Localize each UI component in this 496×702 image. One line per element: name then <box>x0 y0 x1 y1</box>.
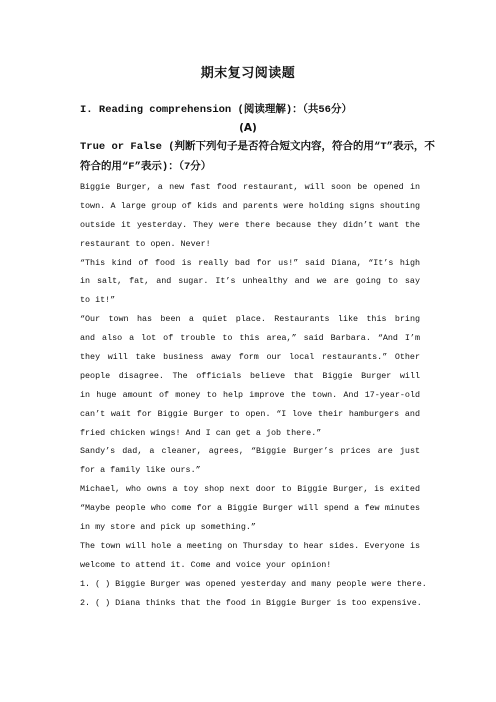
passage-line: for a family like ours.” <box>80 465 201 476</box>
page-title: 期末复习阅读题 <box>200 66 296 81</box>
passage-line: can’t wait for Biggie Burger to open. “I love their hamburgers and <box>80 408 420 419</box>
question-text: Biggie Burger was opened yesterday and many people were there. <box>110 578 427 589</box>
passage-line: in my store and pick up something.” <box>80 522 256 533</box>
instruction <box>80 137 435 177</box>
answer-blank[interactable]: ( ) <box>95 578 111 589</box>
passage-line: to it!” <box>80 295 116 306</box>
question-text: Diana thinks that the food in Biggie Burger is too expensive. <box>110 597 422 608</box>
passage-line: outside it yesterday. They were there because they didn’t want the <box>80 219 420 230</box>
part-label: (A) <box>239 122 257 134</box>
passage-line: “This kind of food is really bad for us!” said Diana, “It’s high <box>80 257 420 268</box>
instruction-line: True or False (判断下列句子是否符合短文内容，符合的用“T”表示，不 <box>80 141 435 153</box>
passage-line: in salt, fat, and sugar. It’s unhealthy and we are going to say <box>80 276 420 287</box>
passage-line: “Maybe people who come for a Biggie Burger will spend a few minutes <box>80 503 420 514</box>
passage-line: and also a lot of trouble to this area,” said Barbara. “And I’m <box>80 333 420 344</box>
question-number: 1. <box>80 578 96 589</box>
question-number: 2. <box>80 597 96 608</box>
passage-line: they will take business away form our local restaurants.” Other <box>80 352 420 363</box>
passage-line: welcome to attend it. Come and voice your opinion! <box>80 559 332 570</box>
passage <box>80 178 427 612</box>
question-item <box>80 575 427 594</box>
passage-line: The town will hole a meeting on Thursday to hear sides. Everyone is <box>80 540 420 551</box>
passage-line: restaurant to open. Never! <box>80 238 211 249</box>
passage-line: town. A large group of kids and parents were holding signs shouting <box>80 200 420 211</box>
passage-line: people disagree. The officials believe that Biggie Burger will <box>80 370 420 381</box>
question-item <box>80 594 420 613</box>
passage-line: fried chicken wings! And I can get a job there.” <box>80 427 322 438</box>
answer-blank[interactable]: ( ) <box>95 597 111 608</box>
instruction-line: 符合的用“F”表示)：（7分） <box>80 161 212 173</box>
section-heading: I. Reading comprehension (阅读理解)：（共56分） <box>80 104 352 116</box>
passage-line: Sandy’s dad, a cleaner, agrees, “Biggie Burger’s prices are just <box>80 446 420 457</box>
passage-line: Michael, who owns a toy shop next door to Biggie Burger, is exited <box>80 484 420 495</box>
passage-line: “Our town has been a quiet place. Restaurants like this bring <box>80 314 420 325</box>
passage-line: in huge amount of money to help improve the town. And 17-year-old <box>80 389 420 400</box>
passage-line: Biggie Burger, a new fast food restaurant, will soon be opened in <box>80 182 420 192</box>
